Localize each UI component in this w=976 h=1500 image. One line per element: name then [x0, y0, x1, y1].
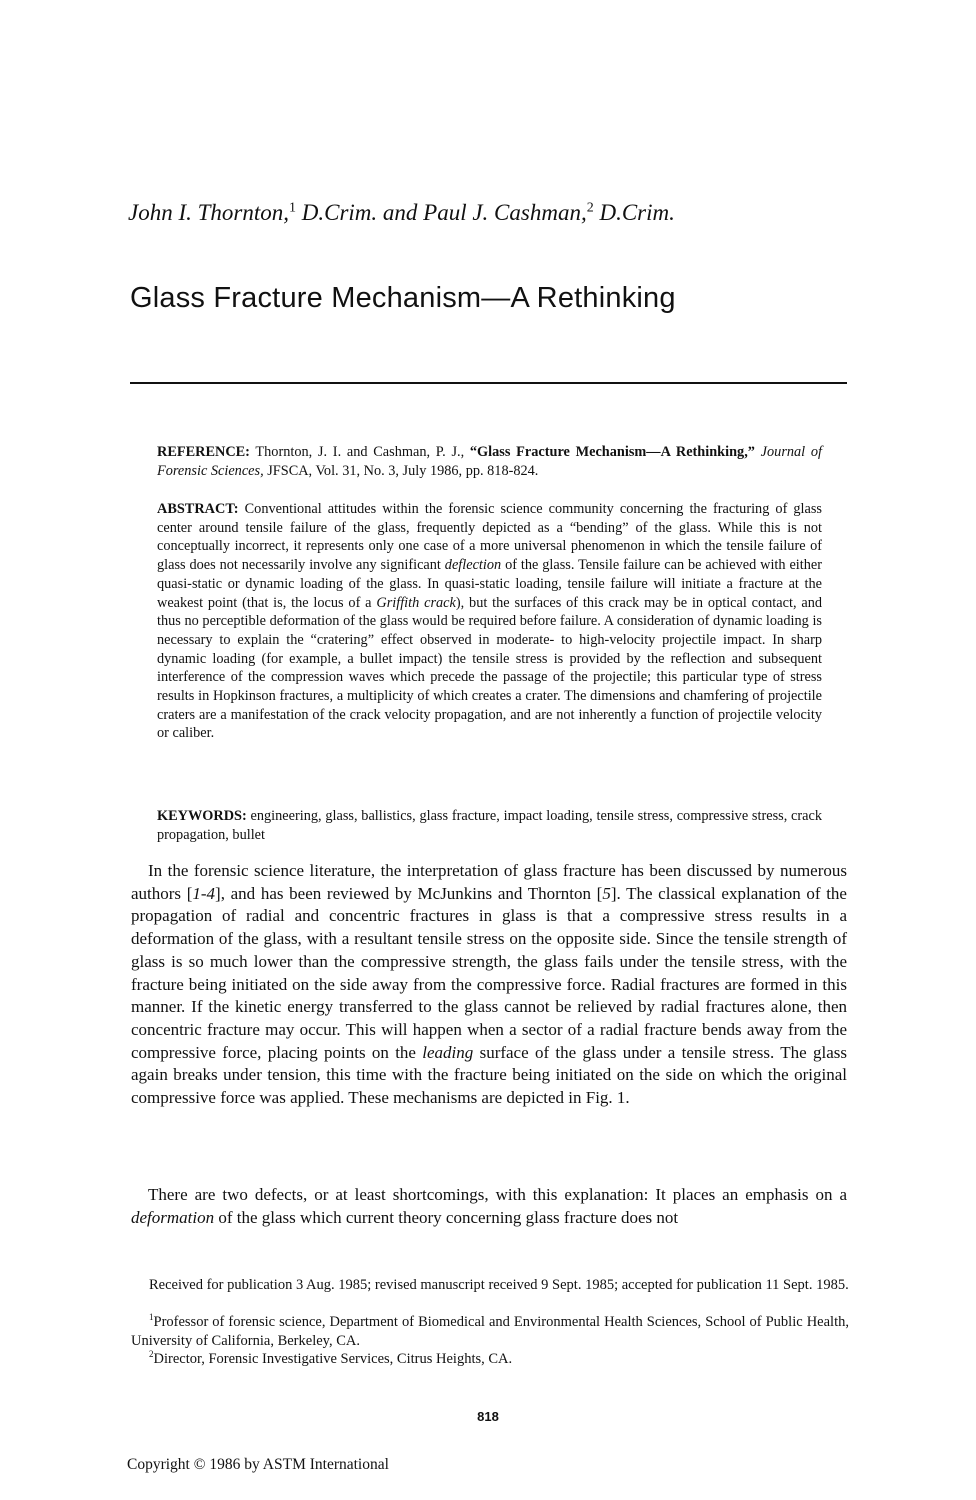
author-1-name: John I. Thornton, [128, 200, 289, 225]
reference-label: REFERENCE: [157, 444, 250, 460]
reference-article-title: “Glass Fracture Mechanism—A Rethinking,” [469, 444, 755, 460]
body-text: surface of the glass under a tensile stress. The glass again breaks under tension, this time with the fracture being initiated on the side on which the original compressive force was applied. These mechanisms are depicted in Fig. 1. [131, 1042, 848, 1108]
body-text: of the glass which current theory concerning glass fracture does not [214, 1207, 679, 1227]
body-text: There are two defects, or at least shortcomings, with this explanation: It places an emphasis on a [148, 1185, 847, 1204]
keywords-label: KEYWORDS: [157, 808, 247, 824]
paper-title: Glass Fracture Mechanism—A Rethinking [130, 282, 676, 314]
citation-ref: 1-4 [192, 883, 216, 903]
keywords-block [157, 807, 822, 844]
author-1-degree-and-author-2: D.Crim. and Paul J. Cashman, [296, 200, 587, 225]
footnote-received: Received for publication 3 Aug. 1985; revised manuscript received 9 Sept. 1985; accepted for publication 11 Sept. 1985. [149, 1277, 849, 1293]
body-text: In the forensic science literature, the interpretation of glass fracture has been discussed by numerous authors [ [131, 861, 847, 903]
footnote-2-text: Director, Forensic Investigative Services, Citrus Heights, CA. [153, 1351, 513, 1367]
citation-ref: 5 [602, 883, 611, 903]
title-divider [130, 382, 847, 384]
body-paragraph-2 [131, 1184, 847, 1229]
author-1-footnote-mark: 1 [289, 200, 296, 216]
reference-block [157, 443, 822, 480]
body-emphasis: leading [422, 1042, 474, 1062]
author-line [128, 200, 675, 226]
reference-citation: JFSCA, Vol. 31, No. 3, July 1986, pp. 818-824. [263, 462, 539, 479]
body-paragraph-1 [131, 860, 847, 1110]
abstract-label: ABSTRACT: [157, 501, 239, 517]
abstract-emphasis-deflection: deflection [444, 557, 502, 574]
abstract-text-3: ), but the surfaces of this crack may be in optical contact, and thus no perceptible deformation of the glass would be required before failure. A consideration of dynamic loading is necessary to explain the “cratering” effect observed in moderate- to high-velocity projectile impact. In sharp dynamic loading (for example, a bullet impact) the tensile stress is provided by the reflection and subsequent interference of the compression waves which precede the passage of the projectile; this particular type of stress results in Hopkinson fractures, a multiplicity of which creates a crater. The dimensions and chamfering of projectile craters are a manifestation of the crack velocity propagation, and are not inherently a function of projectile velocity or caliber. [157, 594, 822, 742]
copyright-notice: Copyright © 1986 by ASTM International [127, 1456, 389, 1473]
footnote-1-mark: 1 [149, 1312, 154, 1323]
author-2-degree: D.Crim. [593, 200, 675, 225]
author-2-footnote-mark: 2 [586, 200, 594, 216]
footnote-1 [131, 1313, 849, 1350]
keywords-text: engineering, glass, ballistics, glass fracture, impact loading, tensile stress, compressive stress, crack propagation, bullet [157, 808, 822, 843]
reference-journal: Journal of Forensic Sciences, [157, 444, 823, 479]
reference-authors: Thornton, J. I. and Cashman, P. J., [249, 444, 470, 460]
body-emphasis: deformation [131, 1207, 215, 1227]
page-number: 818 [477, 1409, 499, 1424]
footnote-2-mark: 2 [149, 1349, 154, 1360]
footnote-1-text: Professor of forensic science, Department of Biomedical and Environmental Health Sciences, School of Public Health, University of California, Berkeley, CA. [131, 1314, 849, 1349]
abstract-text-1: Conventional attitudes within the forensic science community concerning the fracturing of glass center around tensile failure of the glass, frequently depicted as a “bending” of the glass. While this is not conceptually incorrect, it represents only one case of a more universal phenomenon in which the tensile failure of glass does not necessarily involve any significant [157, 501, 822, 574]
abstract-block [157, 500, 822, 743]
abstract-emphasis-griffith: Griffith crack [376, 594, 456, 611]
footnote-2 [131, 1350, 849, 1369]
body-text: ], and has been reviewed by McJunkins and Thornton [ [215, 883, 603, 903]
abstract-text-2: of the glass. Tensile failure can be achieved with either quasi-static or dynamic loading of the glass. In quasi-static loading, tensile failure will initiate a fracture at the weakest point (that is, the locus of a [157, 557, 822, 611]
body-text: ]. The classical explanation of the propagation of radial and concentric fractures in glass is that a compressive stress results in a deformation of the glass, with a resultant tensile stress on the opposite side. Since the tensile strength of glass is so much lower than the compressive strength, the glass fails under the tensile stress, with the fracture being initiated on the side away from the compressive force. Radial fractures are formed in this manner. If the kinetic energy transferred to the glass cannot be relieved by radial fractures alone, then concentric fracture may occur. This will happen when a sector of a radial fracture bends away from the compressive force, placing points on the [131, 883, 847, 1062]
